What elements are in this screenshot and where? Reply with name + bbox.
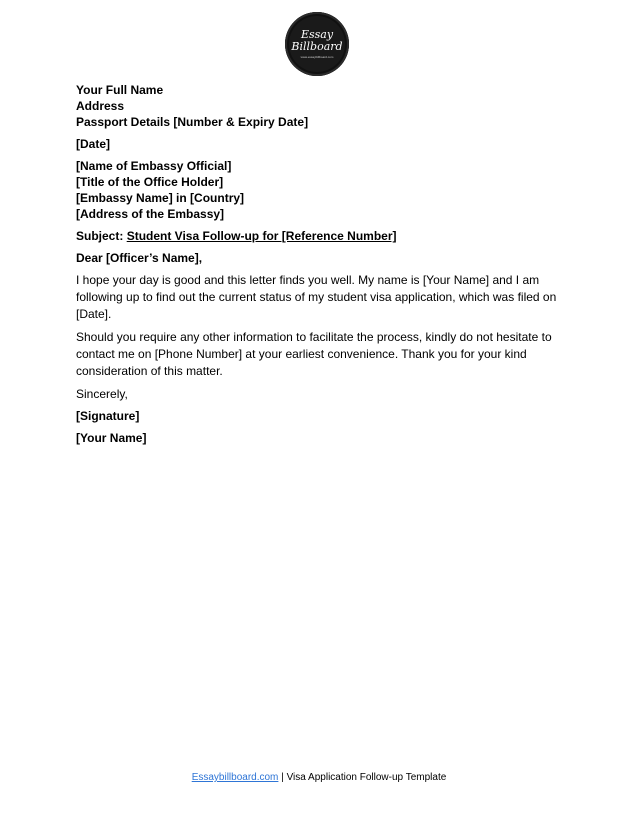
- signature: [Signature]: [76, 409, 140, 423]
- sender-passport: Passport Details [Number & Expiry Date]: [76, 115, 309, 129]
- page-footer: [0, 772, 638, 784]
- sender-name: Your Full Name: [76, 83, 164, 97]
- letter-date: [Date]: [76, 137, 111, 151]
- recipient-block: [76, 158, 562, 222]
- recipient-official: [Name of Embassy Official]: [76, 159, 232, 173]
- closing: Sincerely,: [76, 387, 128, 401]
- footer-text: Visa Application Follow-up Template: [286, 772, 447, 783]
- sender-address: Address: [76, 99, 125, 113]
- subject-line: [76, 228, 562, 244]
- subject-label: Subject:: [76, 229, 124, 243]
- footer-separator: |: [278, 772, 287, 783]
- subject-text: Student Visa Follow-up for [Reference Number]: [126, 229, 397, 243]
- logo-line-1: Essay: [300, 28, 334, 41]
- logo-line-2: Billboard: [291, 40, 343, 53]
- recipient-embassy: [Embassy Name] in [Country]: [76, 191, 245, 205]
- recipient-title: [Title of the Office Holder]: [76, 175, 224, 189]
- salutation: Dear [Officer’s Name],: [76, 251, 203, 265]
- letter-body: [76, 82, 562, 452]
- body-paragraph-1: I hope your day is good and this letter finds you well. My name is [Your Name] and I am following up to find out the current status of my student visa application, which was filed on [Date].: [76, 273, 557, 321]
- body-paragraph-2: Should you require any other information to facilitate the process, kindly do not hesitate to contact me on [Phone Number] at your earliest convenience. Thank you for your kind consideration of this matter.: [76, 330, 552, 378]
- your-name: [Your Name]: [76, 431, 147, 445]
- logo-tagline: www.essaybillboard.com: [300, 55, 334, 59]
- essay-billboard-logo: [285, 12, 349, 76]
- recipient-address: [Address of the Embassy]: [76, 207, 225, 221]
- footer-link[interactable]: Essaybillboard.com: [191, 772, 279, 783]
- sender-block: [76, 82, 562, 130]
